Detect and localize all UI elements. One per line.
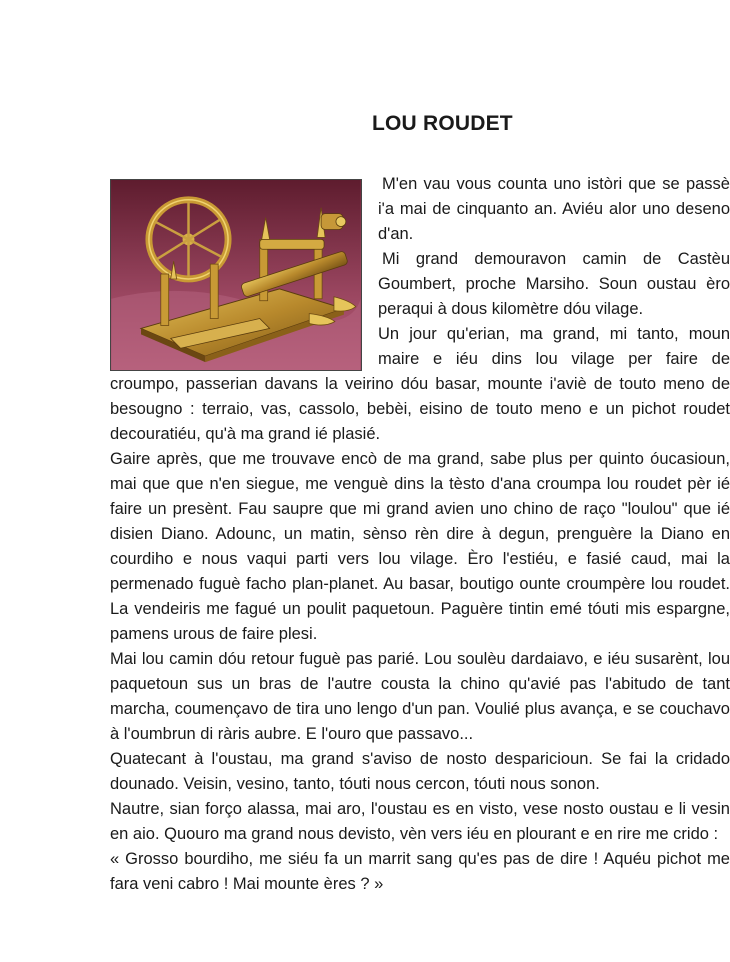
image-float-spacer — [110, 172, 378, 372]
paragraph: « Grosso bourdiho, me siéu fa un marrit sang qu'es pas de dire ! Aquéu pichot me fara veni cabro ! Mai mounte ères ? » — [110, 850, 730, 893]
page-title: LOU ROUDET — [372, 112, 513, 135]
paragraph: Un jour qu'erian, ma grand, mi tanto, moun maire e iéu dins lou vilage per faire de croumpo, passerian davans la veirino dóu basar, mounte i'aviè de touto meno de besougno : terraio, vas, cassolo, bebèi, eisino de touto meno e un pichot roudet decouratiéu, qu'à ma grand ié plasié. — [110, 325, 730, 443]
article-body — [110, 172, 730, 897]
paragraph: Mi grand demouravon camin de Castèu Goumbert, proche Marsiho. Soun oustau èro peraqui à dous kilomètre dóu vilage. — [378, 250, 730, 318]
paragraph: Mai lou camin dóu retour fuguè pas parié. Lou soulèu dardaiavo, e iéu susarènt, lou paquetoun sus un bras de l'autre cousta la chino qu'avié pas l'abitudo de tant marcha, coumençavo de tira uno lengo d'un pan. Voulié plus avança, e se couchavo à l'oumbrun di ràris aubre. E l'ouro que passavo... — [110, 650, 730, 743]
paragraph: Quatecant à l'oustau, ma grand s'aviso de nosto desparicioun. Se fai la cridado dounado. Veisin, vesino, tanto, tóuti nous cercon, tóuti nous sonon. — [110, 750, 730, 793]
paragraph: M'en vau vous counta uno istòri que se passè i'a mai de cinquanto an. Aviéu alor uno deseno d'an. — [378, 175, 730, 243]
paragraph: Nautre, sian forço alassa, mai aro, l'oustau es en visto, vese nosto oustau e li vesin en aio. Quouro ma grand nous devisto, vèn vers iéu en plourant e en rire me crido : — [110, 800, 730, 843]
paragraph: Gaire après, que me trouvave encò de ma grand, sabe plus per quinto óucasioun, mai que que n'en siegue, me venguè dins la tèsto d'ana croumpa lou roudet pèr ié faire un presènt. Fau saupre que mi grand avien uno chino de raço "loulou" que ié disien Diano. Adounc, un matin, sènso rèn dire à degun, prenguère la Diano en courdiho e nous vaqui parti vers lou vilage. Èro l'estiéu, e fasié caud, mai la permenado fuguè facho plan-planet. Au basar, boutigo ounte croumpère lou roudet. La vendeiris me fagué un poulit paquetoun. Paguère tintin emé tóuti mis espargne, pamens urous de faire plesi. — [110, 450, 730, 643]
